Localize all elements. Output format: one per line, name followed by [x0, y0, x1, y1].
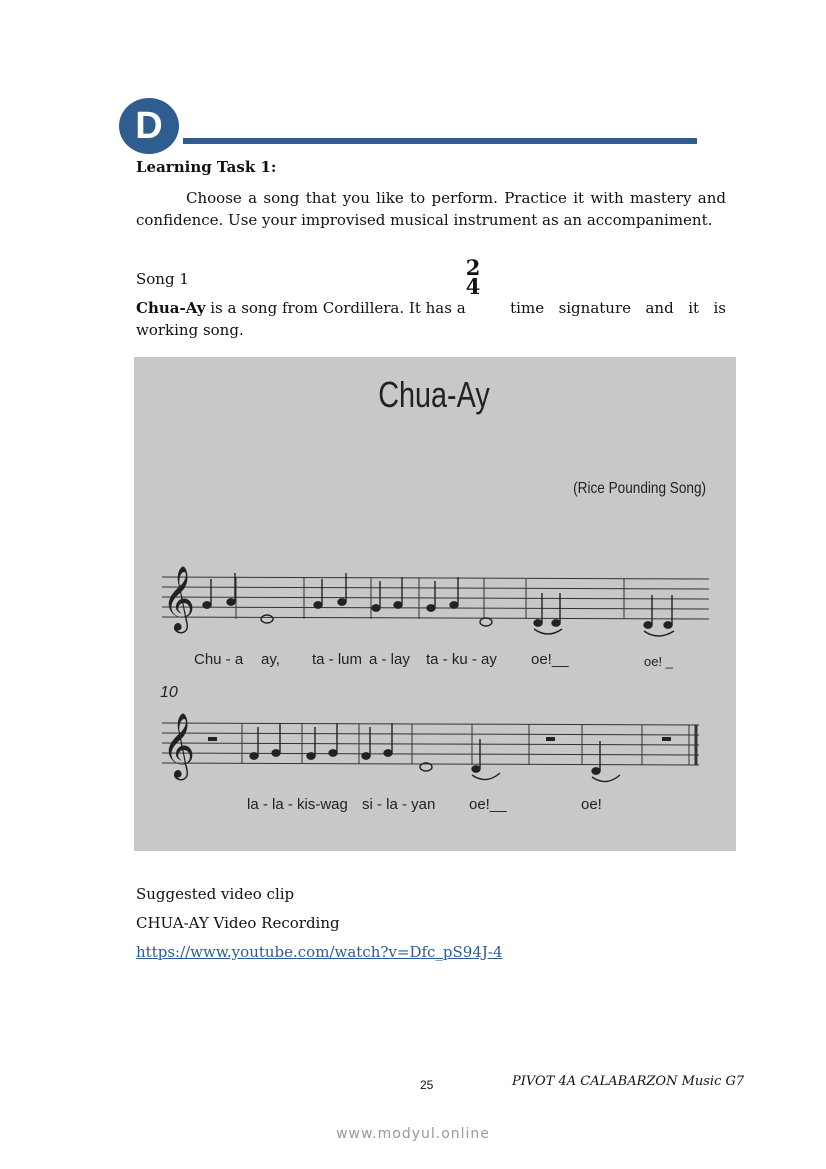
- score-subtitle: (Rice Pounding Song): [573, 480, 707, 498]
- time-signature-top: 2: [465, 255, 481, 280]
- lyric: oe! _: [644, 654, 673, 669]
- task-title: Learning Task 1:: [136, 158, 277, 176]
- lyric: ay,: [261, 651, 280, 668]
- lyric: ta - lum: [312, 651, 363, 668]
- lyric: si - la - yan: [362, 796, 436, 813]
- staff-2: [162, 723, 699, 765]
- intro-line-2: working song.: [136, 321, 244, 339]
- notes-staff-1: [203, 573, 674, 636]
- video-label: Suggested video clip: [136, 885, 295, 903]
- lyric: la - la - kis-wag: [247, 796, 348, 813]
- time-signature: [465, 255, 481, 299]
- intro-word: time: [510, 299, 545, 317]
- notes-staff-2: [208, 723, 671, 782]
- lyric: Chu - a: [194, 651, 244, 668]
- lyric: oe!__: [531, 651, 569, 668]
- video-link-line: [136, 941, 503, 963]
- section-rule: [183, 138, 697, 144]
- treble-clef: 𝄞: [162, 713, 196, 778]
- lyric: oe!__: [469, 796, 507, 813]
- video-link[interactable]: https://www.youtube.com/watch?v=Dfc_pS94J-4: [136, 943, 503, 961]
- score-title: Chua-Ay: [378, 373, 490, 415]
- lyrics-line-2: [247, 796, 602, 813]
- song-intro: [136, 297, 726, 341]
- time-signature-bottom: 4: [465, 274, 481, 299]
- sheet-music-svg: [134, 357, 736, 851]
- instruction-paragraph: Choose a song that you like to perform. Practice it with mastery and confidence. Use your improvised musical instrument as an accompaniment.: [136, 189, 726, 229]
- intro-word: and: [645, 299, 674, 317]
- lyric: oe!: [581, 796, 602, 813]
- sheet-music-image: [134, 357, 736, 851]
- measure-number: 10: [160, 684, 178, 701]
- video-title: CHUA-AY Video Recording: [136, 914, 340, 932]
- intro-word: is: [713, 299, 726, 317]
- lyric: a - lay: [369, 651, 410, 668]
- lyrics-line-1: [194, 651, 674, 669]
- song-label: Song 1: [136, 270, 189, 288]
- song-name: Chua-Ay: [136, 299, 206, 317]
- intro-text-a: is a song from Cordillera. It has a: [210, 299, 466, 317]
- intro-word: it: [688, 299, 700, 317]
- footer-series: PIVOT 4A CALABARZON Music G7: [512, 1074, 745, 1089]
- watermark: www.modyul.online: [336, 1126, 490, 1142]
- section-badge: D: [119, 98, 179, 154]
- lyric: ta - ku - ay: [426, 651, 497, 668]
- intro-line-1: [136, 297, 726, 319]
- intro-lead: [136, 297, 496, 319]
- page-number: 25: [420, 1078, 434, 1092]
- intro-word: signature: [558, 299, 631, 317]
- treble-clef: 𝄞: [162, 566, 196, 631]
